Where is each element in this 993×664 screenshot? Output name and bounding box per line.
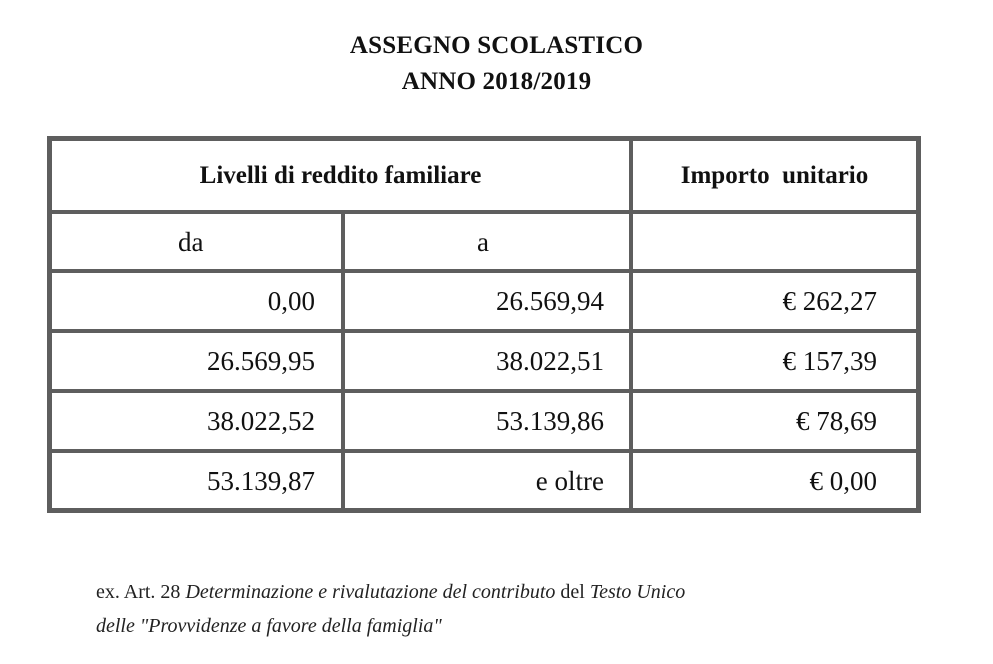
income-table bbox=[47, 136, 921, 513]
table-cell-amount: € 262,27 bbox=[782, 286, 877, 316]
table-cell-amount: € 0,00 bbox=[809, 465, 877, 496]
subheader-to: a bbox=[477, 226, 489, 257]
header-unit-amount: Importo unitario bbox=[680, 161, 869, 189]
subheader-from: da bbox=[178, 226, 204, 257]
table-cell-from: 26.569,95 bbox=[207, 346, 315, 376]
title-line-1: ASSEGNO SCOLASTICO bbox=[349, 32, 644, 59]
table-cell-from: 0,00 bbox=[267, 286, 315, 316]
table-cell-to: 38.022,51 bbox=[496, 346, 604, 376]
header-income-levels: Livelli di reddito familiare bbox=[199, 161, 482, 189]
table-cell-to: 26.569,94 bbox=[496, 286, 604, 316]
document-title bbox=[0, 28, 993, 100]
table-cell-amount: € 157,39 bbox=[782, 346, 877, 376]
footnote-law-subtitle: delle "Provvidenze a favore della famiglia" bbox=[96, 615, 442, 637]
table-cell-from: 38.022,52 bbox=[207, 406, 315, 436]
table-cell-amount: € 78,69 bbox=[796, 406, 877, 436]
table-cell-to: e oltre bbox=[535, 465, 604, 496]
footnote-of: del bbox=[555, 581, 590, 603]
footnote-law-name: Testo Unico bbox=[589, 581, 686, 603]
table-cell-to: 53.139,86 bbox=[496, 406, 604, 436]
title-line-2: ANNO 2018/2019 bbox=[401, 68, 592, 95]
footnote-line-1 bbox=[96, 575, 685, 609]
footnote-article-title: Determinazione e rivalutazione del contributo bbox=[185, 581, 556, 603]
footnote-article: ex. Art. 28 bbox=[96, 581, 186, 603]
table-cell-from: 53.139,87 bbox=[207, 465, 315, 496]
footnote bbox=[96, 575, 685, 643]
footnote-line-2 bbox=[96, 609, 685, 643]
